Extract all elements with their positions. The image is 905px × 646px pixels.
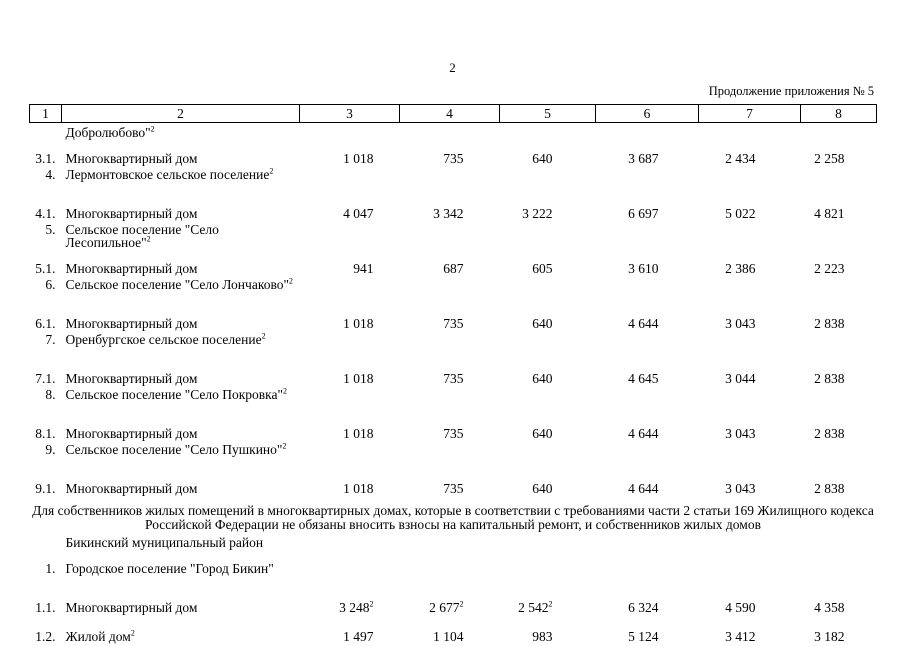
group-row: [30, 443, 877, 469]
table-row: [30, 304, 877, 333]
row-name: [62, 123, 300, 140]
row-number: [30, 123, 62, 140]
value-cell: 3 043: [725, 316, 756, 331]
value-cell: 2 $677^2$: [429, 599, 464, 615]
row-name: [62, 304, 300, 333]
row-name-text: Городское поселение "Город Бикин": [65, 561, 274, 576]
column-header-row: [30, 105, 877, 123]
row-name: [62, 249, 300, 278]
empty-cell: [500, 388, 596, 414]
row-name: [62, 359, 300, 388]
row-name: [62, 194, 300, 223]
empty-cell: [500, 278, 596, 304]
group-row: [30, 562, 877, 588]
value-cell: 3 687: [628, 151, 659, 166]
page-number: 2: [449, 60, 456, 75]
empty-cell: [699, 443, 801, 469]
row-number: 7.: [45, 332, 56, 347]
value-cell: 1 104: [433, 629, 464, 644]
empty-cell: [801, 333, 877, 359]
empty-cell: [400, 536, 500, 562]
value-cell: 6 697: [628, 206, 659, 221]
empty-cell: [300, 333, 400, 359]
row-number: 5.1.: [35, 261, 56, 276]
value-cell: [300, 123, 400, 140]
footnote-mark: 2: [261, 331, 266, 341]
footnote-mark: 2: [269, 166, 274, 176]
row-name-text: Многоквартирный дом: [65, 316, 198, 331]
row-number: 9.1.: [35, 481, 56, 496]
footnote-mark: 2: [150, 124, 155, 134]
empty-cell: [400, 333, 500, 359]
value-cell: 4 644: [628, 426, 659, 441]
empty-cell: [300, 168, 400, 194]
section-note-row: [30, 498, 877, 536]
value-cell: 1 018: [343, 371, 374, 386]
empty-cell: [699, 562, 801, 588]
row-number: 3.1.: [35, 151, 56, 166]
column-header: 4: [400, 105, 500, 123]
value-cell: 1 497: [343, 629, 374, 644]
value-cell: 3 342: [433, 206, 464, 221]
empty-cell: [801, 562, 877, 588]
value-cell: 4 821: [814, 206, 845, 221]
empty-cell: [500, 443, 596, 469]
row-name: [62, 388, 300, 414]
empty-cell: [801, 443, 877, 469]
value-cell: [400, 123, 500, 140]
empty-cell: [300, 443, 400, 469]
column-header: 5: [500, 105, 596, 123]
empty-cell: [801, 168, 877, 194]
row-name: [62, 562, 300, 588]
row-name-text: Сельское поселение "Село Покровка": [65, 387, 284, 402]
empty-cell: [500, 333, 596, 359]
empty-cell: [699, 168, 801, 194]
value-cell: 3 044: [725, 371, 756, 386]
row-name: [62, 414, 300, 443]
footnote-mark: 2: [146, 234, 151, 244]
empty-cell: [300, 278, 400, 304]
empty-cell: [400, 562, 500, 588]
group-row: [30, 168, 877, 194]
table-row: [30, 414, 877, 443]
column-header: 6: [596, 105, 699, 123]
row-name: [62, 617, 300, 646]
table-row: [30, 139, 877, 168]
empty-cell: [699, 223, 801, 249]
value-cell: 2 386: [725, 261, 756, 276]
table-row: [30, 249, 877, 278]
table-row: [30, 588, 877, 617]
value-cell: 640: [532, 371, 553, 386]
value-cell: 687: [443, 261, 464, 276]
row-number: 7.1.: [35, 371, 56, 386]
empty-cell: [500, 536, 596, 562]
value-cell: 4 047: [343, 206, 374, 221]
row-name: [62, 536, 300, 562]
value-cell: 2 838: [814, 426, 845, 441]
row-name-text: Лермонтовское сельское поселение: [65, 167, 270, 182]
row-name-text: Жилой дом: [65, 629, 131, 644]
value-cell: 5 124: [628, 629, 659, 644]
footnote-mark: 2: [282, 441, 287, 451]
value-cell: 640: [532, 426, 553, 441]
empty-cell: [596, 333, 699, 359]
table-row: [30, 194, 877, 223]
footnote-mark: 2: [283, 386, 288, 396]
empty-cell: [300, 223, 400, 249]
column-header: 8: [801, 105, 877, 123]
footnote-mark: 2: [130, 628, 135, 638]
value-cell: 4 645: [628, 371, 659, 386]
empty-cell: [400, 168, 500, 194]
footnote-mark: 2: [548, 599, 553, 609]
row-name: [62, 223, 300, 249]
row-number: 1.1.: [35, 600, 56, 615]
empty-cell: [699, 333, 801, 359]
row-number: 4.: [45, 167, 56, 182]
group-row: [30, 223, 877, 249]
empty-cell: [596, 168, 699, 194]
row-name-text: Сельское поселение "Село Пушкино": [65, 442, 283, 457]
empty-cell: [300, 562, 400, 588]
group-row: [30, 536, 877, 562]
value-cell: 735: [443, 151, 464, 166]
row-name: [62, 168, 300, 194]
empty-cell: [801, 536, 877, 562]
empty-cell: [500, 168, 596, 194]
row-number: 8.1.: [35, 426, 56, 441]
value-cell: 640: [532, 316, 553, 331]
row-name-text: Многоквартирный дом: [65, 600, 198, 615]
row-name-text: Сельское поселение "Село Лончаково": [65, 277, 289, 292]
value-cell: 735: [443, 426, 464, 441]
value-cell: 4 358: [814, 600, 845, 615]
value-cell: 983: [532, 629, 553, 644]
empty-cell: [596, 562, 699, 588]
value-cell: 3 $248^2$: [339, 599, 374, 615]
table-row: [30, 469, 877, 498]
footnote-mark: 2: [459, 599, 464, 609]
empty-cell: [400, 278, 500, 304]
row-name: [62, 139, 300, 168]
row-number: 4.1.: [35, 206, 56, 221]
row-number: 6.: [45, 277, 56, 292]
value-cell: 605: [532, 261, 553, 276]
value-cell: 1 018: [343, 151, 374, 166]
tariff-table: [29, 104, 877, 646]
empty-cell: [500, 562, 596, 588]
row-name-text: Добролюбово": [65, 125, 151, 140]
value-cell: 2 838: [814, 316, 845, 331]
empty-cell: [400, 223, 500, 249]
empty-cell: [400, 388, 500, 414]
value-cell: 3 222: [522, 206, 553, 221]
value-cell: 2 434: [725, 151, 756, 166]
row-number: 6.1.: [35, 316, 56, 331]
value-cell: 4 644: [628, 316, 659, 331]
row-name: [62, 443, 300, 469]
row-name: [62, 469, 300, 498]
row-number: 1.2.: [35, 629, 56, 644]
continuation-label: Продолжение приложения № 5: [708, 84, 874, 98]
empty-cell: [300, 388, 400, 414]
group-row: [30, 333, 877, 359]
value-cell: [699, 123, 801, 140]
row-number: 5.: [45, 222, 56, 237]
empty-cell: [596, 443, 699, 469]
row-number: 8.: [45, 387, 56, 402]
empty-cell: [699, 278, 801, 304]
value-cell: 735: [443, 371, 464, 386]
value-cell: 2 258: [814, 151, 845, 166]
row-number: 9.: [45, 442, 56, 457]
row-name-text: Многоквартирный дом: [65, 371, 198, 386]
row-name: [62, 278, 300, 304]
column-header: 7: [699, 105, 801, 123]
row-number: 1.: [45, 561, 56, 576]
row-name-text: Многоквартирный дом: [65, 261, 198, 276]
value-cell: 2 $542^2$: [518, 599, 553, 615]
value-cell: 3 043: [725, 426, 756, 441]
value-cell: 3 182: [814, 629, 845, 644]
empty-cell: [699, 388, 801, 414]
empty-cell: [801, 223, 877, 249]
row-name-text: Оренбургское сельское поселение: [65, 332, 262, 347]
table-row: [30, 123, 877, 140]
empty-cell: [596, 278, 699, 304]
column-header: 2: [62, 105, 300, 123]
table-row: [30, 359, 877, 388]
value-cell: 941: [353, 261, 374, 276]
value-cell: 640: [532, 151, 553, 166]
row-name: [62, 333, 300, 359]
value-cell: 3 412: [725, 629, 756, 644]
value-cell: 3 610: [628, 261, 659, 276]
group-row: [30, 278, 877, 304]
row-name-text: Бикинский муниципальный район: [65, 535, 264, 550]
value-cell: 1 018: [343, 426, 374, 441]
row-name-text: Многоквартирный дом: [65, 481, 198, 496]
column-header: 3: [300, 105, 400, 123]
value-cell: 5 022: [725, 206, 756, 221]
row-name-text: Многоквартирный дом: [65, 426, 198, 441]
empty-cell: [801, 278, 877, 304]
table-row: [30, 617, 877, 646]
value-cell: 2 838: [814, 371, 845, 386]
empty-cell: [500, 223, 596, 249]
empty-cell: [400, 443, 500, 469]
row-name-text: Многоквартирный дом: [65, 151, 198, 166]
empty-cell: [699, 536, 801, 562]
row-name-text: Сельское поселение "Село Лесопильное": [65, 222, 219, 250]
value-cell: [500, 123, 596, 140]
value-cell: [596, 123, 699, 140]
group-row: [30, 388, 877, 414]
empty-cell: [300, 536, 400, 562]
value-cell: 6 324: [628, 600, 659, 615]
value-cell: 735: [443, 316, 464, 331]
row-name-text: Многоквартирный дом: [65, 206, 198, 221]
value-cell: [801, 123, 877, 140]
row-number: [30, 536, 62, 562]
empty-cell: [596, 388, 699, 414]
value-cell: 1 018: [343, 481, 374, 496]
empty-cell: [801, 388, 877, 414]
empty-cell: [596, 223, 699, 249]
value-cell: 3 043: [725, 481, 756, 496]
row-name: [62, 588, 300, 617]
footnote-mark: 2: [288, 276, 293, 286]
value-cell: 4 590: [725, 600, 756, 615]
value-cell: 640: [532, 481, 553, 496]
value-cell: 2 223: [814, 261, 845, 276]
value-cell: 4 644: [628, 481, 659, 496]
column-header: 1: [30, 105, 62, 123]
empty-cell: [596, 536, 699, 562]
section-note: Для собственников жилых помещений в многоквартирных домах, которые в соответствии с требованиями части 2 статьи 169 Жилищного кодекса Российской Федерации не обязаны вносить взносы на капитальный ремонт, и собственников жилых домов: [32, 503, 874, 532]
value-cell: 2 838: [814, 481, 845, 496]
value-cell: 1 018: [343, 316, 374, 331]
value-cell: 735: [443, 481, 464, 496]
footnote-mark: 2: [369, 599, 374, 609]
